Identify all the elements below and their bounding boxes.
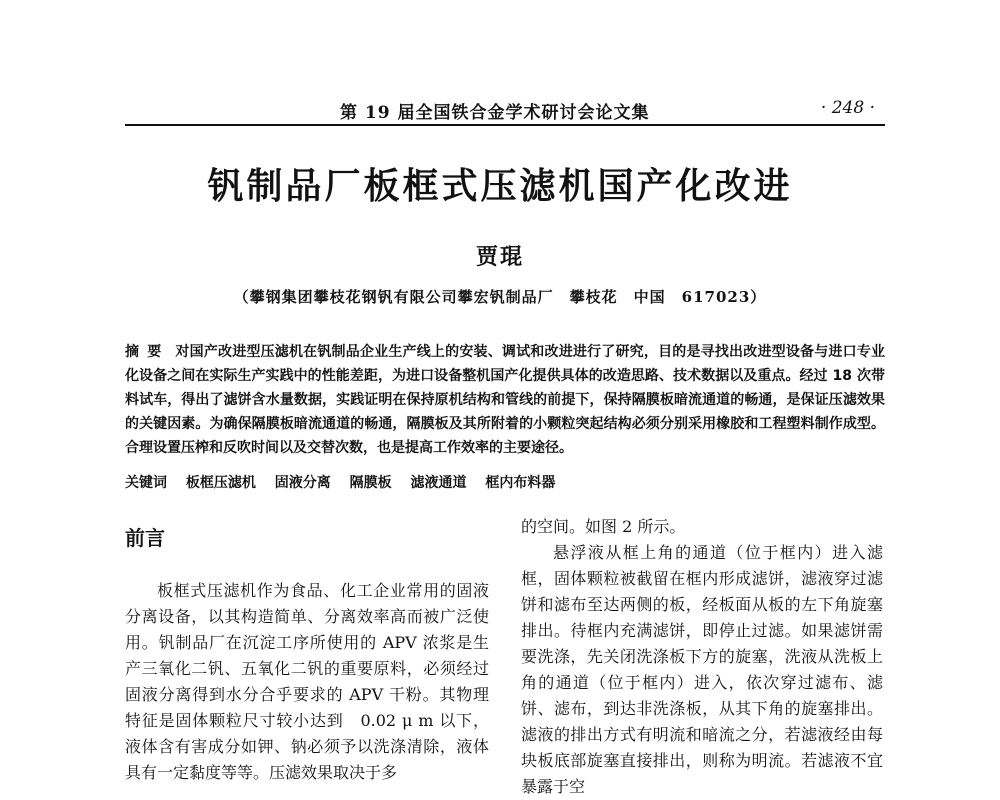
page-number: · 248 · bbox=[820, 98, 875, 118]
keyword-item: 板框压滤机 bbox=[185, 475, 256, 491]
author-name: 贾琨 bbox=[475, 244, 524, 270]
abstract-text: 对国产改进型压滤机在钒制品企业生产线上的安装、调试和改进进行了研究，目的是寻找出改进型设备与进口专业化设备之间在实际生产实践中的性能差距，为进口设备整机国产化提供具体的改造思路、技术数据以及重点。经过 18 次带料试车，得出了滤饼含水量数据，实践证明在保持原机结构和管线的前提下，保持隔膜板暗流通道的畅通，是保证压滤效果的关键因素。为确保隔膜板暗流通道的畅通，隔膜板及其所附着的小颗粒突起结构必须分别采用橡胶和工程塑料制作成型。合理设置压榨和反吹时间以及交替次数，也是提高工作效率的主要途径。 bbox=[125, 344, 886, 456]
affiliation: （攀钢集团攀枝花钢钒有限公司攀宏钒制品厂 攀枝花 中国 617023） bbox=[233, 288, 767, 306]
keyword-item: 隔膜板 bbox=[349, 475, 392, 491]
keyword-item: 框内布料器 bbox=[485, 475, 556, 491]
body-paragraph: 板框式压滤机作为食品、化工企业常用的固液分离设备，以其构造简单、分离效率高而被广泛使用。钒制品厂在沉淀工序所使用的 APV 浓浆是生产三氧化二钒、五氧化二钒的重要原料，必须经过固液分离得到水分合乎要求的 APV 干粉。其物理特征是固体颗粒尺寸较小达到 0.02 μ m 以下，液体含有害成分如钾、钠必须予以洗涤清除，液体具有一定黏度等等。压滤效果取决于多 bbox=[125, 581, 489, 782]
body-paragraph: 悬浮液从框上角的通道（位于框内）进入滤框，固体颗粒被截留在框内形成滤饼，滤液穿过滤饼和滤布至达两侧的板，经板面从板的左下角旋塞排出。待框内充满滤饼，即停止过滤。如果滤饼需要洗涤，先关闭洗涤板下方的旋塞，洗液从洗板上角的通道（位于框内）进入，依次穿过滤布、滤饼、滤布，到达非洗涤板，从其下角的旋塞排出。滤液的排出方式有明流和暗流之分，若滤液经由每块板底部旋塞直接排出，则称为明流。若滤液不宜暴露于空 bbox=[521, 543, 883, 796]
left-column bbox=[125, 578, 489, 786]
journal-title: 第 19 届全国铁合金学术研讨会论文集 bbox=[340, 103, 650, 123]
keyword-item: 滤液通道 bbox=[410, 475, 467, 491]
body-paragraph-continued: 的空间。如图 2 所示。 bbox=[521, 517, 686, 536]
abstract bbox=[125, 340, 885, 460]
keywords-label: 关键词 bbox=[125, 475, 167, 491]
abstract-label: 摘要 bbox=[125, 344, 170, 360]
keyword-item: 固液分离 bbox=[274, 475, 331, 491]
keywords bbox=[125, 472, 885, 492]
paper-title: 钒制品厂板框式压滤机国产化改进 bbox=[207, 166, 793, 207]
right-column bbox=[521, 514, 883, 800]
section-heading: 前言 bbox=[125, 526, 165, 550]
running-header bbox=[125, 96, 885, 126]
